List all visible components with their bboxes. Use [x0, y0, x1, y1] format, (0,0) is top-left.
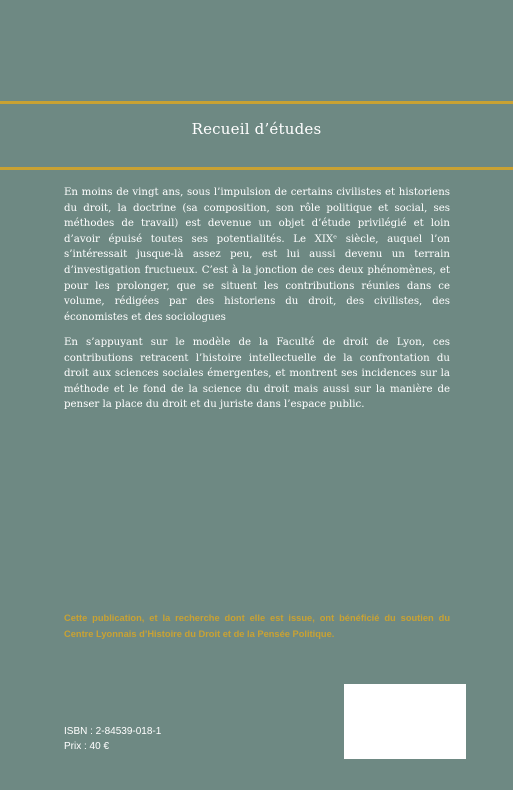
body-paragraph-2: En s’appuyant sur le modèle de la Faculté de droit de Lyon, ces contributions retracent l’histoire intellectuelle de la confrontation du droit aux sciences sociales émergentes, et montrent ses incidences sur la méthode et le fond de la science du droit mais aussi sur la manière de penser la place du droit et du juriste dans l’espace public.	[64, 337, 450, 411]
price: Prix : 40 €	[64, 741, 110, 752]
bottom-rule	[0, 167, 513, 170]
isbn: ISBN : 2-84539-018-1	[64, 726, 162, 737]
body-paragraph-1: En moins de vingt ans, sous l’impulsion de certains civilistes et historiens du droit, la doctrine (sa composition, son rôle politique et social, ses méthodes de travail) est devenue un objet d’étude privilégié et loin d’avoir épuisé toutes ses potentialités. Le XIXᵉ siècle, auquel l’on s’intéressait jusque-là assez peu, est lui aussi devenu un terrain d’investigation fructueux. C’est à la jonction de ces deux phénomènes, et pour les prolonger, que se situent les contributions réunies dans ce volume, rédigées par des historiens du droit, des civilistes, des économistes et des sociologues	[64, 187, 450, 323]
subtitle: Recueil d’études	[191, 120, 322, 138]
top-rule	[0, 101, 513, 104]
support-note: Cette publication, et la recherche dont elle est issue, ont bénéficié du soutien du Centre Lyonnais d’Histoire du Droit et de la Pensée Politique.	[64, 613, 450, 639]
barcode-placeholder	[344, 684, 466, 759]
